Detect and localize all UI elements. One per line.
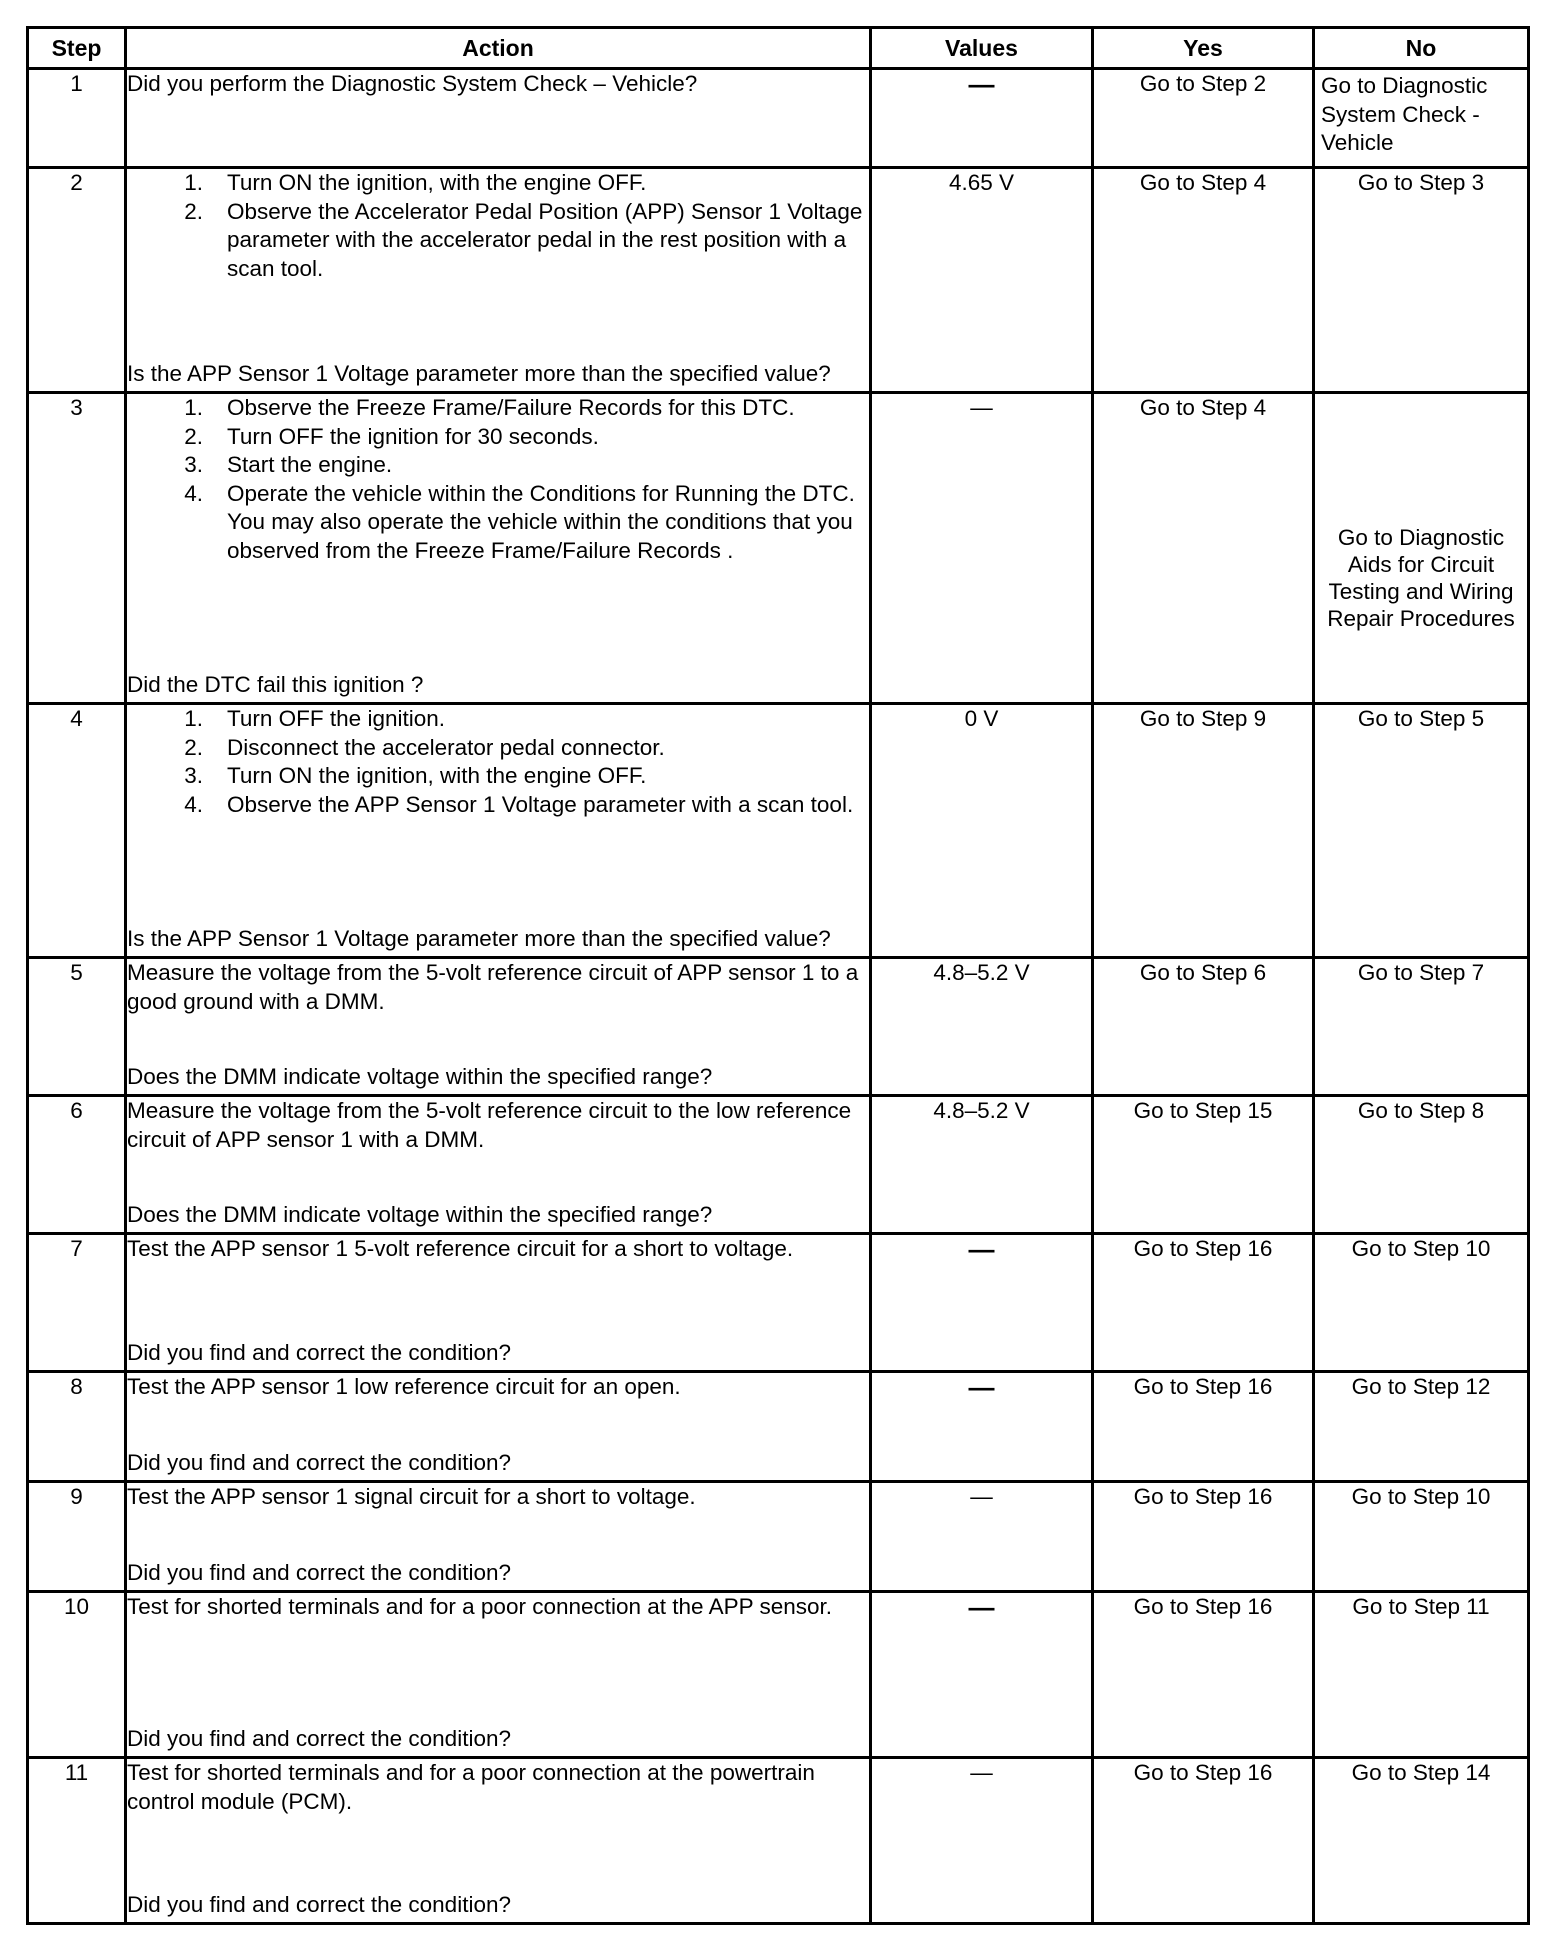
action-text: Test the APP sensor 1 5-volt reference circuit for a short to voltage.	[127, 1236, 794, 1261]
no-cell: Go to Step 3	[1314, 168, 1529, 393]
value-cell: —	[871, 1234, 1093, 1372]
action-text: Measure the voltage from the 5-volt reference circuit of APP sensor 1 to a good ground with a DMM.	[127, 960, 859, 1014]
value-cell: 4.8–5.2 V	[871, 1096, 1093, 1234]
step-number: 2	[28, 168, 126, 393]
value-cell: —	[871, 393, 1093, 704]
action-text: Did you perform the Diagnostic System Check – Vehicle?	[127, 71, 698, 96]
table-row	[28, 1758, 1529, 1924]
table-row	[28, 1482, 1529, 1592]
value-cell: 0 V	[871, 704, 1093, 958]
action-cell	[126, 1592, 871, 1758]
question-text: Does the DMM indicate voltage within the specified range?	[127, 1063, 713, 1089]
value-cell: 4.8–5.2 V	[871, 958, 1093, 1096]
action-cell	[126, 704, 871, 958]
no-cell: Go to Step 14	[1314, 1758, 1529, 1924]
question-text: Did you find and correct the condition?	[127, 1339, 511, 1365]
question-text: Is the APP Sensor 1 Voltage parameter more than the specified value?	[127, 925, 831, 951]
no-cell: Go to Step 10	[1314, 1482, 1529, 1592]
value-cell: —	[871, 1758, 1093, 1924]
header-no: No	[1314, 28, 1529, 69]
action-text: Test for shorted terminals and for a poor connection at the powertrain control module (PCM).	[127, 1760, 815, 1814]
header-yes: Yes	[1093, 28, 1314, 69]
table-row	[28, 1592, 1529, 1758]
table-row	[28, 393, 1529, 704]
yes-cell: Go to Step 16	[1093, 1482, 1314, 1592]
action-steps-list	[127, 169, 869, 283]
yes-cell: Go to Step 16	[1093, 1592, 1314, 1758]
yes-cell: Go to Step 2	[1093, 69, 1314, 168]
step-number: 10	[28, 1592, 126, 1758]
table-row	[28, 704, 1529, 958]
no-cell: Go to Step 10	[1314, 1234, 1529, 1372]
list-item: 1. Turn ON the ignition, with the engine OFF.	[184, 170, 647, 195]
header-values: Values	[871, 28, 1093, 69]
step-number: 8	[28, 1372, 126, 1482]
yes-cell: Go to Step 16	[1093, 1758, 1314, 1924]
action-cell	[126, 168, 871, 393]
action-cell	[126, 1372, 871, 1482]
table-row	[28, 69, 1529, 168]
step-number: 3	[28, 393, 126, 704]
table-row	[28, 1096, 1529, 1234]
no-cell: Go to Step 5	[1314, 704, 1529, 958]
action-cell	[126, 1758, 871, 1924]
no-cell: Go to Step 7	[1314, 958, 1529, 1096]
no-cell: Go to Diagnostic System Check - Vehicle	[1314, 69, 1529, 168]
diagnostic-table-page	[26, 26, 1530, 1925]
no-cell: Go to Step 11	[1314, 1592, 1529, 1758]
list-item: 3. Start the engine.	[184, 452, 393, 477]
header-row	[28, 28, 1529, 69]
action-text: Test the APP sensor 1 signal circuit for a short to voltage.	[127, 1484, 696, 1509]
question-text: Did the DTC fail this ignition ?	[127, 671, 424, 697]
question-text: Did you find and correct the condition?	[127, 1559, 511, 1585]
list-item: 4. Operate the vehicle within the Conditions for Running the DTC. You may also operate the vehicle within the conditions that you observed from the Freeze Frame/Failure Records .	[184, 480, 855, 563]
action-steps-list	[127, 394, 869, 565]
header-action: Action	[126, 28, 871, 69]
value-cell: —	[871, 1482, 1093, 1592]
action-cell	[126, 69, 871, 168]
table-row	[28, 1372, 1529, 1482]
table-row	[28, 168, 1529, 393]
question-text: Did you find and correct the condition?	[127, 1891, 511, 1917]
yes-cell: Go to Step 9	[1093, 704, 1314, 958]
list-item: 4. Observe the APP Sensor 1 Voltage parameter with a scan tool.	[184, 791, 854, 817]
step-number: 11	[28, 1758, 126, 1924]
action-cell	[126, 1234, 871, 1372]
no-cell: Go to Step 12	[1314, 1372, 1529, 1482]
list-item: 2. Observe the Accelerator Pedal Position (APP) Sensor 1 Voltage parameter with the accelerator pedal in the rest position with a scan tool.	[184, 198, 863, 281]
step-number: 9	[28, 1482, 126, 1592]
value-cell: —	[871, 1372, 1093, 1482]
question-text: Did you find and correct the condition?	[127, 1449, 511, 1475]
value-cell: —	[871, 1592, 1093, 1758]
table-row	[28, 958, 1529, 1096]
action-text: Test for shorted terminals and for a poor connection at the APP sensor.	[127, 1594, 832, 1619]
yes-cell: Go to Step 16	[1093, 1372, 1314, 1482]
list-item: 1. Observe the Freeze Frame/Failure Records for this DTC.	[184, 395, 795, 420]
action-cell	[126, 958, 871, 1096]
yes-cell: Go to Step 4	[1093, 393, 1314, 704]
step-number: 5	[28, 958, 126, 1096]
action-steps-list	[127, 705, 869, 819]
diagnostic-table	[26, 26, 1530, 1925]
list-item: 1. Turn OFF the ignition.	[184, 706, 446, 731]
yes-cell: Go to Step 15	[1093, 1096, 1314, 1234]
yes-cell: Go to Step 16	[1093, 1234, 1314, 1372]
action-cell	[126, 1482, 871, 1592]
step-number: 6	[28, 1096, 126, 1234]
action-text: Measure the voltage from the 5-volt reference circuit to the low reference circuit of APP sensor 1 with a DMM.	[127, 1098, 852, 1152]
yes-cell: Go to Step 4	[1093, 168, 1314, 393]
no-cell: Go to Step 8	[1314, 1096, 1529, 1234]
action-cell	[126, 393, 871, 704]
value-cell: —	[871, 69, 1093, 168]
list-item: 2. Turn OFF the ignition for 30 seconds.	[184, 423, 599, 449]
value-cell: 4.65 V	[871, 168, 1093, 393]
list-item: 3. Turn ON the ignition, with the engine OFF.	[184, 763, 647, 788]
yes-cell: Go to Step 6	[1093, 958, 1314, 1096]
header-step: Step	[28, 28, 126, 69]
step-number: 4	[28, 704, 126, 958]
question-text: Does the DMM indicate voltage within the specified range?	[127, 1201, 713, 1227]
list-item: 2. Disconnect the accelerator pedal connector.	[184, 734, 665, 760]
no-cell: Go to Diagnostic Aids for Circuit Testing and Wiring Repair Procedures	[1314, 393, 1529, 704]
question-text: Is the APP Sensor 1 Voltage parameter more than the specified value?	[127, 360, 831, 386]
step-number: 7	[28, 1234, 126, 1372]
action-text: Test the APP sensor 1 low reference circuit for an open.	[127, 1374, 681, 1399]
table-row	[28, 1234, 1529, 1372]
action-cell	[126, 1096, 871, 1234]
question-text: Did you find and correct the condition?	[127, 1725, 511, 1751]
step-number: 1	[28, 69, 126, 168]
